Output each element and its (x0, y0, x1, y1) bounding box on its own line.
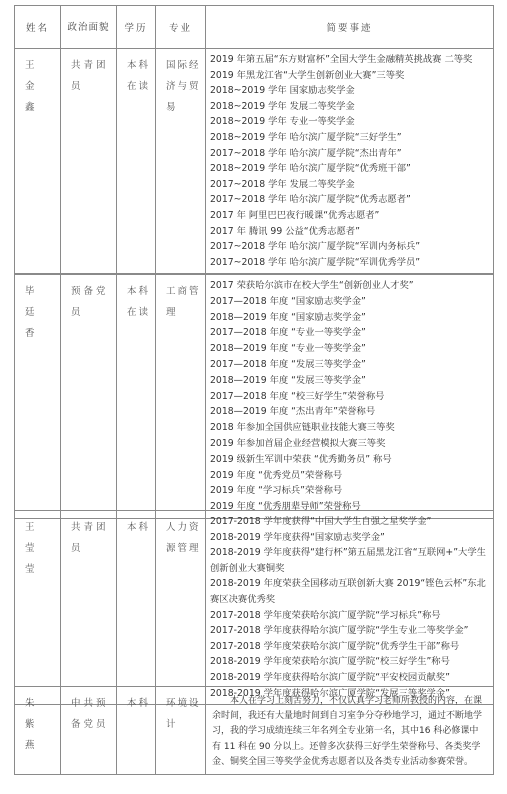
person-education: 本科在读 (127, 60, 151, 92)
person-name: 朱紫燕 (25, 698, 49, 751)
achievement-item: 2018~2019 学年 专业一等奖学金 (210, 116, 355, 128)
achievement-item: 2018—2019 年度 “发展三等奖学金” (210, 374, 366, 386)
achievement-item: 2019 年度 “优秀党员”荣誉称号 (210, 469, 343, 481)
achievement-item: 2018—2019 年度 “杰出青年”荣誉称号 (210, 406, 376, 418)
person-name: 王金鑫 (25, 60, 49, 113)
roster-table-1 (14, 5, 494, 274)
header-political-status: 政治面貌 (61, 6, 117, 49)
header-achievements: 简要事迹 (206, 6, 494, 49)
achievement-item: 2017 年 阿里巴巴夜行暖课“优秀志愿者” (210, 209, 380, 221)
achievement-list (206, 49, 493, 273)
achievement-item: 2018-2019 学年度获得哈尔滨广厦学院“发展三等奖学金” (210, 687, 450, 699)
achievement-item: 2018—2019 年度 “专业一等奖学金” (210, 343, 366, 355)
achievement-item: 2017~2018 学年 发展二等奖学金 (210, 178, 355, 190)
achievement-item: 2018~2019 学年 发展二等奖学金 (210, 100, 355, 112)
person-education: 本科在读 (127, 286, 151, 318)
achievement-item: 2017~2018 学年 哈尔滨广厦学院“军训优秀学员” (210, 256, 421, 268)
achievement-item: 2017-2018 学年度荣获哈尔滨广厦学院“优秀学生干部”称号 (210, 640, 460, 652)
achievement-item: 2018~2019 学年 哈尔滨广厦学院“三好学生” (210, 131, 402, 143)
achievement-item: 2018~2019 学年 国家励志奖学金 (210, 85, 355, 97)
person-major: 国际经济与贸易 (166, 60, 201, 113)
achievement-paragraph: 本人在学习上刻苦努力，不仅认真学习老师所教授的内容，在课余时间，我还有大量地时间到自习室争分夺秒地学习，通过不断地学习，我的学习成绩连续三年名列全专业第一名，其中16 科必修课中有 11 科在 90 分以上。还曾多次获得三好学生荣誉称号、各类奖学金、铜奖全国三等奖学金优秀志愿者以及各类专业活动参赛荣誉。 (212, 696, 483, 767)
achievement-item: 2018—2019 年度 “国家励志奖学金” (210, 311, 366, 323)
header-major: 专业 (156, 6, 206, 49)
achievement-item: 2019 年黑龙江省“大学生创新创业大赛”三等奖 (210, 69, 405, 81)
achievement-item: 2017—2018 年度 “专业一等奖学金” (210, 327, 366, 339)
achievement-item: 2018-2019 年度荣获全国移动互联创新大赛 2019“铿色云杯”东北赛区决赛优秀奖 (210, 578, 486, 605)
person-row-2 (15, 275, 494, 519)
achievement-item: 2019 级新生军训中荣获 “优秀勤务员” 称号 (210, 453, 392, 465)
person-political-status: 中共预备党员 (71, 698, 109, 730)
person-major: 环境设计 (166, 698, 201, 730)
person-row-4 (15, 687, 494, 775)
table-header-row (15, 6, 494, 49)
roster-table-2 (14, 274, 494, 519)
achievement-item: 2018-2019 学年度获得“国家励志奖学金” (210, 531, 385, 543)
person-major: 工商管理 (166, 286, 201, 318)
achievement-item: 2017-2018 学年度荣获哈尔滨广厦学院“学习标兵”称号 (210, 609, 441, 621)
achievement-item: 2018~2019 学年 哈尔滨广厦学院“优秀班干部” (210, 163, 411, 175)
achievement-item: 2017-2018 学年度获得哈尔滨广厦学院“学生专业二等奖学金” (210, 625, 469, 637)
person-name: 王莹莹 (25, 522, 49, 575)
achievement-item: 2017 年 腾讯 99 公益“优秀志愿者” (210, 225, 360, 237)
achievement-item: 2017-2018 学年度获得“中国大学生自强之星奖学金” (210, 516, 432, 527)
person-education: 本科 (127, 522, 151, 533)
header-name: 姓名 (15, 6, 61, 49)
achievement-item: 2017~2018 学年 哈尔滨广厦学院“优秀志愿者” (210, 194, 411, 206)
person-row-1 (15, 49, 494, 274)
achievement-item: 2018 年参加全国供应链职业技能大赛三等奖 (210, 422, 395, 434)
person-row-3 (15, 511, 494, 705)
achievement-item: 2019 年度 “学习标兵”荣誉称号 (210, 485, 343, 497)
person-political-status: 共青团员 (71, 522, 109, 554)
achievement-item: 2017~2018 学年 哈尔滨广厦学院“杰出青年” (210, 147, 402, 159)
achievement-item: 2019 年第五届“东方财富杯”全国大学生金融精英挑战赛 二等奖 (210, 54, 473, 65)
person-name: 毕廷香 (25, 286, 49, 339)
person-education: 本科 (127, 698, 151, 709)
achievement-item: 2017~2018 学年 哈尔滨广厦学院“军训内务标兵” (210, 241, 421, 253)
achievement-list (206, 511, 493, 704)
person-political-status: 共青团员 (71, 60, 109, 92)
roster-table-3 (14, 510, 494, 705)
header-education: 学历 (117, 6, 156, 49)
achievement-item: 2017—2018 年度 “发展三等奖学金” (210, 358, 366, 370)
achievement-item: 2017—2018 年度 “校三好学生”荣誉称号 (210, 390, 385, 402)
roster-table-4 (14, 686, 494, 775)
achievement-item: 2018-2019 学年度荣获哈尔滨广厦学院“校三好学生”称号 (210, 656, 450, 668)
person-major: 人力资源管理 (166, 522, 201, 554)
person-political-status: 预备党员 (71, 286, 109, 318)
achievement-item: 2017 荣获哈尔滨市在校大学生“创新创业人才奖” (210, 280, 414, 291)
achievement-item: 2017—2018 年度 “国家励志奖学金” (210, 295, 366, 307)
achievement-list (206, 275, 493, 518)
achievement-item: 2019 年度 “优秀朋辈导师”荣誉称号 (210, 501, 361, 513)
achievement-item: 2019 年参加首届企业经营模拟大赛三等奖 (210, 437, 386, 449)
achievement-item: 2018-2019 学年度获得“建行杯”第五届黑龙江省“互联网+”大学生创新创业大赛铜奖 (210, 547, 486, 574)
achievement-item: 2018-2019 学年度获得哈尔滨广厦学院“平安校园贡献奖” (210, 671, 450, 683)
